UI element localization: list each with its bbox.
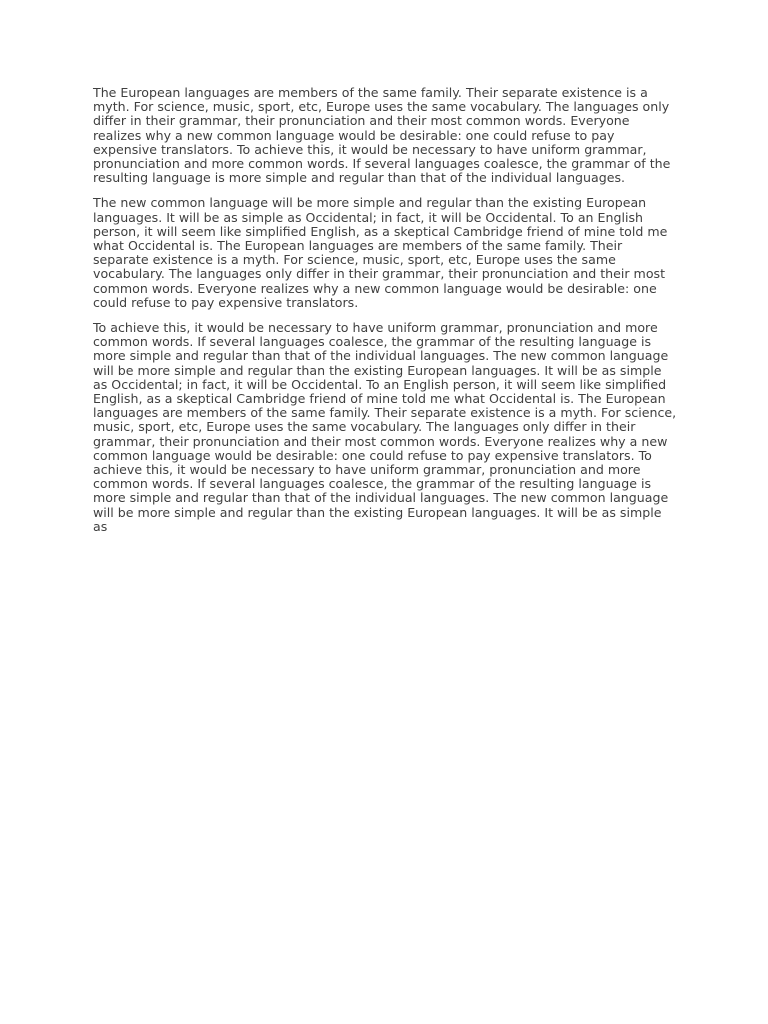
- paragraph-1: The European languages are members of the same family. Their separate existence is a myth. For science, music, sport, etc, Europe uses the same vocabulary. The languages only differ in their grammar, their pronunciation and their most common words. Everyone realizes why a new common language would be desirable: one could refuse to pay expensive translators. To achieve this, it would be necessary to have uniform grammar, pronunciation and more common words. If several languages coalesce, the grammar of the resulting language is more simple and regular than that of the individual languages.: [93, 85, 671, 186]
- paragraph-2: The new common language will be more simple and regular than the existing European languages. It will be as simple as Occidental; in fact, it will be Occidental. To an English person, it will seem like simplified English, as a skeptical Cambridge friend of mine told me what Occidental is. The European languages are members of the same family. Their separate existence is a myth. For science, music, sport, etc, Europe uses the same vocabulary. The languages only differ in their grammar, their pronunciation and their most common words. Everyone realizes why a new common language would be desirable: one could refuse to pay expensive translators.: [93, 195, 668, 310]
- document-page: [93, 86, 678, 545]
- paragraph-3: To achieve this, it would be necessary to have uniform grammar, pronunciation and more common words. If several languages coalesce, the grammar of the resulting language is more simple and regular than that of the individual languages. The new common language will be more simple and regular than the existing European languages. It will be as simple as Occidental; in fact, it will be Occidental. To an English person, it will seem like simplified English, as a skeptical Cambridge friend of mine told me what Occidental is. The European languages are members of the same family. Their separate existence is a myth. For science, music, sport, etc, Europe uses the same vocabulary. The languages only differ in their grammar, their pronunciation and their most common words. Everyone realizes why a new common language would be desirable: one could refuse to pay expensive translators. To achieve this, it would be necessary to have uniform grammar, pronunciation and more common words. If several languages coalesce, the grammar of the resulting language is more simple and regular than that of the individual languages. The new common language will be more simple and regular than the existing European languages. It will be as simple as: [93, 320, 677, 534]
